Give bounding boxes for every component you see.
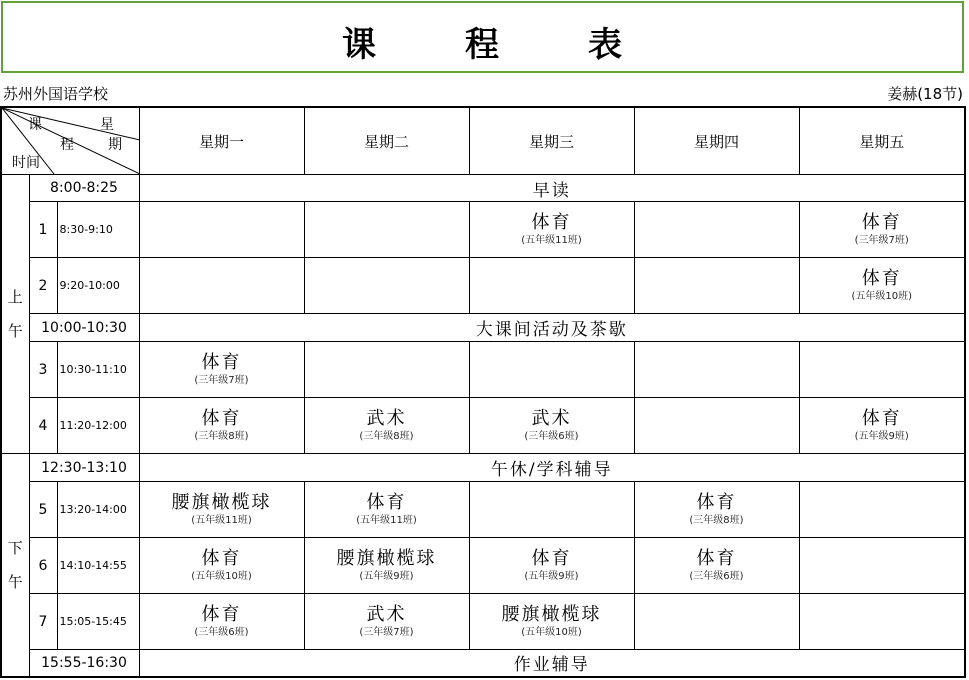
course-name: 腰旗橄榄球 — [501, 603, 602, 625]
lesson-cell — [139, 202, 304, 258]
class-name: (三年级7班) — [359, 626, 414, 638]
course-name: 体育 — [861, 267, 902, 289]
lesson-cell — [799, 482, 965, 538]
course-name: 体育 — [201, 351, 242, 373]
lesson-cell — [139, 258, 304, 314]
class-name: (三年级8班) — [359, 430, 414, 442]
period-number: 4 — [29, 398, 57, 454]
period-number: 2 — [29, 258, 57, 314]
slot-time: 15:55-16:30 — [29, 650, 139, 677]
course-name: 体育 — [861, 211, 902, 233]
school-name: 苏州外国语学校 — [3, 85, 109, 103]
schedule-table — [0, 106, 966, 678]
teacher-name: 姜赫(18节) — [887, 85, 963, 103]
title-char: 表 — [588, 25, 623, 65]
course-name: 体育 — [696, 491, 737, 513]
day-header-wed: 星期三 — [469, 107, 634, 175]
course-name: 武术 — [531, 407, 572, 429]
class-name: (五年级11班) — [191, 514, 252, 526]
lesson-cell — [634, 594, 799, 650]
period-time: 14:10-14:55 — [57, 538, 139, 594]
lesson-cell — [304, 594, 469, 650]
break-row — [1, 650, 965, 677]
period-time: 8:30-9:10 — [57, 202, 139, 258]
lesson-cell — [634, 258, 799, 314]
corner-week-2: 期 — [108, 137, 122, 153]
slot-time: 8:00-8:25 — [29, 175, 139, 202]
lesson-cell — [799, 342, 965, 398]
lesson-cell — [304, 342, 469, 398]
class-name: (五年级9班) — [524, 570, 579, 582]
course-name: 体育 — [531, 211, 572, 233]
period-row — [1, 202, 965, 258]
lesson-cell — [304, 258, 469, 314]
period-time: 11:20-12:00 — [57, 398, 139, 454]
class-name: (五年级9班) — [854, 430, 909, 442]
lesson-cell — [139, 342, 304, 398]
lesson-cell — [469, 482, 634, 538]
period-row — [1, 538, 965, 594]
lesson-cell — [799, 258, 965, 314]
period-row — [1, 258, 965, 314]
course-name: 体育 — [531, 547, 572, 569]
class-name: (五年级11班) — [521, 234, 582, 246]
half-char: 午 — [7, 572, 23, 591]
period-number: 7 — [29, 594, 57, 650]
page-title — [3, 17, 962, 66]
day-header-tue: 星期二 — [304, 107, 469, 175]
class-name: (五年级10班) — [521, 626, 582, 638]
lesson-cell — [304, 482, 469, 538]
class-name: (五年级9班) — [359, 570, 414, 582]
lesson-cell — [139, 482, 304, 538]
period-number: 5 — [29, 482, 57, 538]
lesson-cell — [139, 398, 304, 454]
title-char: 课 — [342, 25, 377, 65]
corner-course-1: 课 — [28, 117, 42, 133]
corner-time: 时间 — [12, 155, 40, 171]
lesson-cell — [799, 202, 965, 258]
course-name: 体育 — [861, 407, 902, 429]
break-row — [1, 314, 965, 342]
period-row — [1, 594, 965, 650]
period-row — [1, 482, 965, 538]
title-char: 程 — [465, 25, 500, 65]
course-name: 武术 — [366, 407, 407, 429]
break-row — [1, 454, 965, 482]
lesson-cell — [469, 538, 634, 594]
lesson-cell — [304, 398, 469, 454]
course-name: 腰旗橄榄球 — [171, 491, 272, 513]
lesson-cell — [634, 342, 799, 398]
period-time: 15:05-15:45 — [57, 594, 139, 650]
lesson-cell — [634, 538, 799, 594]
day-header-fri: 星期五 — [799, 107, 965, 175]
lesson-cell — [469, 202, 634, 258]
course-name: 体育 — [201, 407, 242, 429]
class-name: (三年级8班) — [194, 430, 249, 442]
lesson-cell — [304, 202, 469, 258]
course-name: 腰旗橄榄球 — [336, 547, 437, 569]
period-time: 10:30-11:10 — [57, 342, 139, 398]
period-row — [1, 398, 965, 454]
half-char: 上 — [7, 288, 23, 306]
class-name: (三年级7班) — [854, 234, 909, 246]
break-row — [1, 175, 965, 202]
half-char: 午 — [7, 322, 23, 340]
lesson-cell — [634, 202, 799, 258]
class-name: (五年级10班) — [191, 570, 252, 582]
period-number: 6 — [29, 538, 57, 594]
afternoon-label — [1, 454, 29, 677]
period-number: 1 — [29, 202, 57, 258]
break-label: 午休/学科辅导 — [139, 454, 965, 482]
class-name: (三年级6班) — [194, 626, 249, 638]
period-time: 9:20-10:00 — [57, 258, 139, 314]
lesson-cell — [469, 398, 634, 454]
corner-cell — [1, 107, 139, 175]
title-banner — [1, 1, 964, 73]
class-name: (三年级6班) — [689, 570, 744, 582]
lesson-cell — [469, 594, 634, 650]
lesson-cell — [634, 482, 799, 538]
slot-time: 12:30-13:10 — [29, 454, 139, 482]
lesson-cell — [799, 538, 965, 594]
course-name: 体育 — [366, 491, 407, 513]
period-time: 13:20-14:00 — [57, 482, 139, 538]
lesson-cell — [469, 258, 634, 314]
course-name: 体育 — [201, 603, 242, 625]
corner-week-1: 星 — [100, 117, 114, 133]
class-name: (五年级11班) — [356, 514, 417, 526]
period-number: 3 — [29, 342, 57, 398]
corner-course-2: 程 — [60, 137, 74, 153]
slot-time: 10:00-10:30 — [29, 314, 139, 342]
lesson-cell — [304, 538, 469, 594]
lesson-cell — [469, 342, 634, 398]
lesson-cell — [139, 594, 304, 650]
period-row — [1, 342, 965, 398]
lesson-cell — [139, 538, 304, 594]
morning-label — [1, 175, 29, 454]
day-header-mon: 星期一 — [139, 107, 304, 175]
lesson-cell — [799, 398, 965, 454]
header-row — [1, 107, 965, 175]
break-label: 早读 — [139, 175, 965, 202]
lesson-cell — [799, 594, 965, 650]
course-name: 体育 — [201, 547, 242, 569]
class-name: (三年级6班) — [524, 430, 579, 442]
course-name: 体育 — [696, 547, 737, 569]
class-name: (三年级8班) — [689, 514, 744, 526]
class-name: (五年级10班) — [851, 290, 913, 302]
course-name: 武术 — [366, 603, 407, 625]
half-char: 下 — [7, 538, 23, 557]
class-name: (三年级7班) — [194, 374, 249, 386]
break-label: 作业辅导 — [139, 650, 965, 677]
break-label: 大课间活动及茶歇 — [139, 314, 965, 342]
lesson-cell — [634, 398, 799, 454]
day-header-thu: 星期四 — [634, 107, 799, 175]
